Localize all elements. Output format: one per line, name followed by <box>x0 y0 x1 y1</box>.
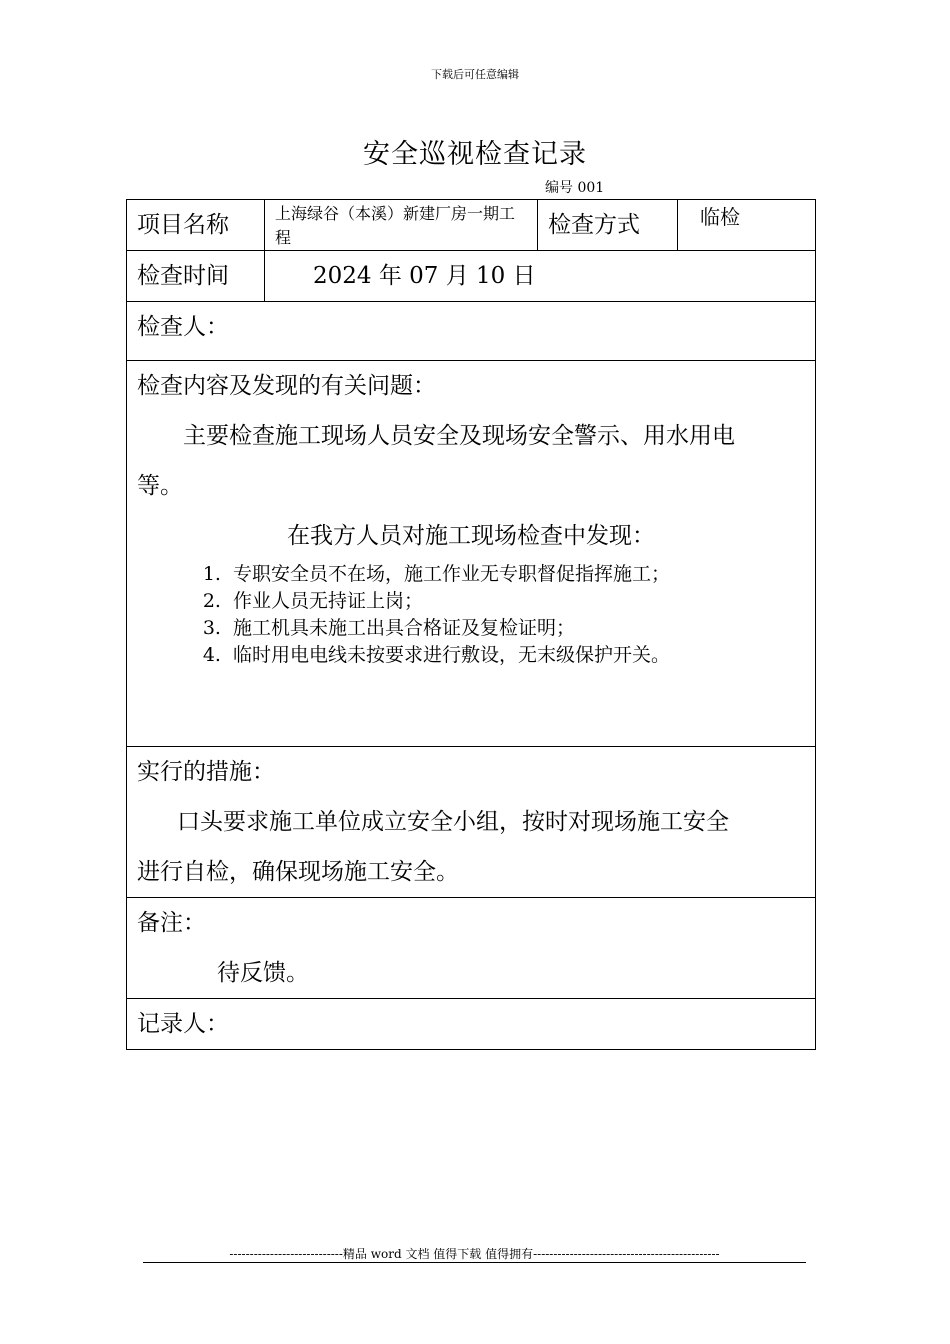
project-name-value: 上海绿谷（本溪）新建厂房一期工程 <box>265 200 538 251</box>
finding-item: 4. 临时用电电线未按要求进行敷设，无末级保护开关。 <box>227 642 805 669</box>
content-paragraph-line1: 主要检查施工现场人员安全及现场安全警示、用水用电 <box>183 423 735 449</box>
inspection-time-value: 2024 年 07 月 10 日 <box>265 251 816 302</box>
content-label: 检查内容及发现的有关问题： <box>137 373 436 399</box>
findings-intro: 在我方人员对施工现场检查中发现： <box>287 523 655 549</box>
remarks-row <box>127 898 816 999</box>
inspection-time-label: 检查时间 <box>127 251 265 302</box>
finding-item: 2. 作业人员无持证上岗； <box>227 588 805 615</box>
inspection-method-value: 临检 <box>678 200 816 251</box>
recorder-label: 记录人： <box>127 999 816 1050</box>
measures-line2: 进行自检，确保现场施工安全。 <box>137 859 459 885</box>
time-row <box>127 251 816 302</box>
findings-list <box>137 561 805 669</box>
measures-row <box>127 747 816 898</box>
project-name-label: 项目名称 <box>127 200 265 251</box>
inspection-method-label: 检查方式 <box>538 200 678 251</box>
measures-cell <box>127 747 816 898</box>
remarks-value: 待反馈。 <box>217 960 309 986</box>
measures-label: 实行的措施： <box>137 759 275 785</box>
inspector-label: 检查人： <box>127 302 816 361</box>
footer-text: ----------------------------精品 word 文档 值得下载 值得拥有---------------------------------------------- <box>229 1247 720 1261</box>
content-paragraph-line2: 等。 <box>137 473 183 499</box>
footer-divider <box>143 1262 806 1263</box>
inspector-row <box>127 302 816 361</box>
remarks-cell <box>127 898 816 999</box>
content-row <box>127 361 816 747</box>
finding-item: 1. 专职安全员不在场，施工作业无专职督促指挥施工； <box>227 561 805 588</box>
finding-item: 3. 施工机具未施工出具合格证及复检证明； <box>227 615 805 642</box>
document-title: 安全巡视检查记录 <box>363 139 587 170</box>
header-note: 下载后可任意编辑 <box>431 68 519 81</box>
document-number: 编号 001 <box>545 180 605 196</box>
inspection-content-cell <box>127 361 816 747</box>
measures-line1: 口头要求施工单位成立安全小组，按时对现场施工安全 <box>177 809 729 835</box>
project-row <box>127 200 816 251</box>
inspection-record-table <box>126 199 816 1050</box>
remarks-label: 备注： <box>137 910 206 936</box>
recorder-row <box>127 999 816 1050</box>
